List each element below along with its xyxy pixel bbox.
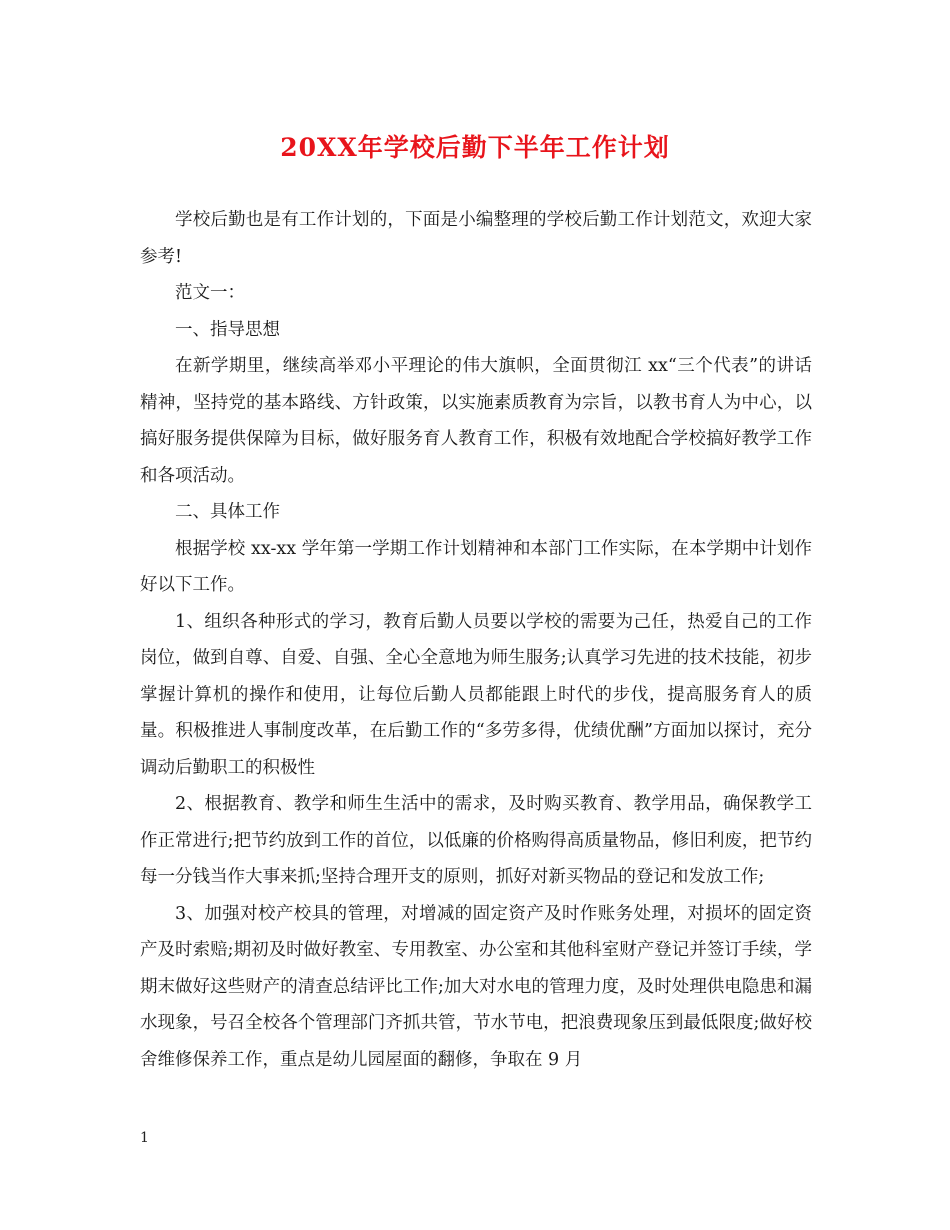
- document-title: 20XX年学校后勤下半年工作计划: [280, 133, 670, 162]
- page-number: 1: [140, 1130, 149, 1146]
- work-item-3-paragraph: 3、加强对校产校具的管理，对增减的固定资产及时作账务处理，对损坏的固定资产及时索赔;期初及时做好教室、专用教室、办公室和其他科室财产登记并签订手续，学期末做好这些财产的清查总结评比工作;加大对水电的管理力度，及时处理供电隐患和漏水现象，号召全校各个管理部门齐抓共管，节水节电，把浪费现象压到最低限度;做好校舍维修保养工作，重点是幼儿园屋面的翻修，争取在 9 月: [140, 903, 812, 1070]
- intro-paragraph: 学校后勤也是有工作计划的，下面是小编整理的学校后勤工作计划范文，欢迎大家参考!: [140, 210, 812, 267]
- work-item-1-paragraph: 1、组织各种形式的学习，教育后勤人员要以学校的需要为己任，热爱自己的工作岗位，做到自尊、自爱、自强、全心全意地为师生服务;认真学习先进的技术技能，初步掌握计算机的操作和使用，让每位后勤人员都能跟上时代的步伐，提高服务育人的质量。积极推进人事制度改革，在后勤工作的“多劳多得，优绩优酬”方面加以探讨，充分调动后勤职工的积极性: [140, 611, 812, 778]
- sample-heading: 范文一：: [175, 283, 245, 303]
- section-heading-specific-work: 二、具体工作: [175, 502, 280, 522]
- guiding-thought-paragraph: 在新学期里，继续高举邓小平理论的伟大旗帜，全面贯彻江 xx“三个代表”的讲话精神，坚持党的基本路线、方针政策，以实施素质教育为宗旨，以教书育人为中心，以搞好服务提供保障为目标，做好服务育人教育工作，积极有效地配合学校搞好教学工作和各项活动。: [140, 356, 812, 486]
- specific-work-intro-paragraph: 根据学校 xx-xx 学年第一学期工作计划精神和本部门工作实际，在本学期中计划作好以下工作。: [140, 538, 812, 595]
- work-item-2-paragraph: 2、根据教育、教学和师生生活中的需求，及时购买教育、教学用品，确保教学工作正常进行;把节约放到工作的首位，以低廉的价格购得高质量物品，修旧利废，把节约每一分钱当作大事来抓;坚持合理开支的原则，抓好对新买物品的登记和发放工作;: [140, 794, 812, 887]
- section-heading-guiding-thought: 一、指导思想: [175, 319, 280, 340]
- document-body: [140, 202, 812, 1078]
